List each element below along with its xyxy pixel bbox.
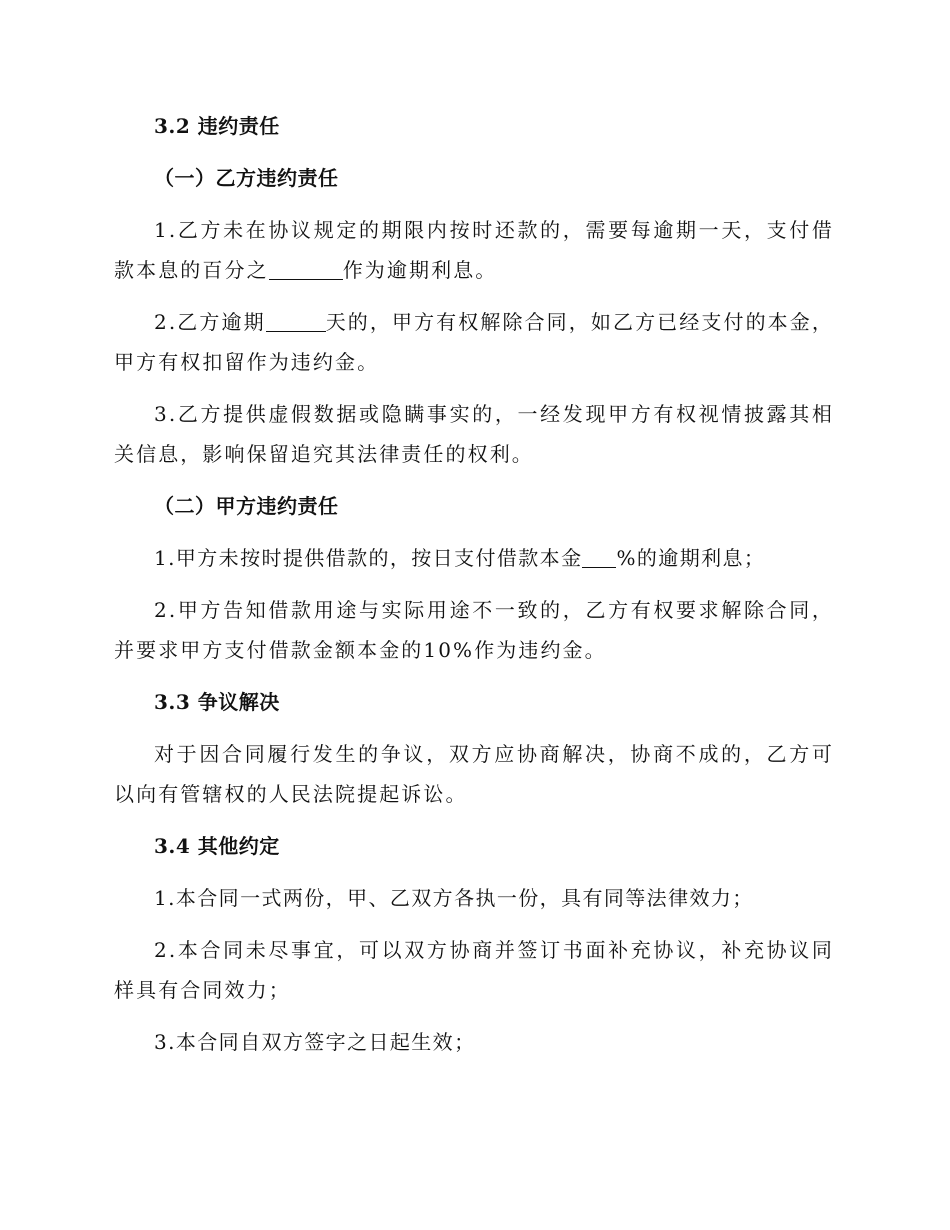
sub-heading-party-a-liability: （二）甲方违约责任	[154, 494, 339, 518]
document-body	[114, 106, 834, 1074]
sub-heading-party-b-liability: （一）乙方违约责任	[154, 166, 339, 190]
clause-text: 天的，甲方有权解除合同，如乙方已经支付的本金，甲方有权扣留作为违约金。	[114, 310, 834, 374]
clause-text: 1.甲方未按时提供借款的，按日支付借款本金	[154, 546, 583, 570]
clause-party-a-2: 2.甲方告知借款用途与实际用途不一致的，乙方有权要求解除合同，并要求甲方支付借款金额本金的10%作为违约金。	[114, 598, 834, 662]
clause-party-b-1	[114, 210, 834, 290]
section-heading-3-4: 3.4 其他约定	[154, 834, 280, 858]
clause-other-2: 2.本合同未尽事宜，可以双方协商并签订书面补充协议，补充协议同样具有合同效力；	[114, 938, 834, 1002]
section-heading-3-3: 3.3 争议解决	[154, 690, 280, 714]
fill-in-blank	[266, 309, 326, 332]
clause-text: %的逾期利息；	[616, 546, 766, 570]
clause-party-a-1	[114, 538, 834, 578]
clause-other-3: 3.本合同自双方签字之日起生效；	[154, 1030, 476, 1054]
clause-text: 作为逾期利息。	[342, 258, 498, 282]
fill-in-blank	[269, 257, 343, 280]
section-heading-3-2: 3.2 违约责任	[154, 114, 280, 138]
clause-party-b-2	[114, 302, 834, 382]
fill-in-blank	[582, 545, 616, 568]
clause-text: 1.乙方未在协议规定的期限内按时还款的，需要每逾期一天，支付借款本息的百分之	[114, 218, 834, 282]
clause-text: 2.乙方逾期	[154, 310, 266, 334]
clause-party-b-3: 3.乙方提供虚假数据或隐瞒事实的，一经发现甲方有权视情披露其相关信息，影响保留追究其法律责任的权利。	[114, 402, 834, 466]
clause-dispute-resolution: 对于因合同履行发生的争议，双方应协商解决，协商不成的，乙方可以向有管辖权的人民法院提起诉讼。	[114, 742, 834, 806]
clause-other-1: 1.本合同一式两份，甲、乙双方各执一份，具有同等法律效力；	[154, 886, 754, 910]
